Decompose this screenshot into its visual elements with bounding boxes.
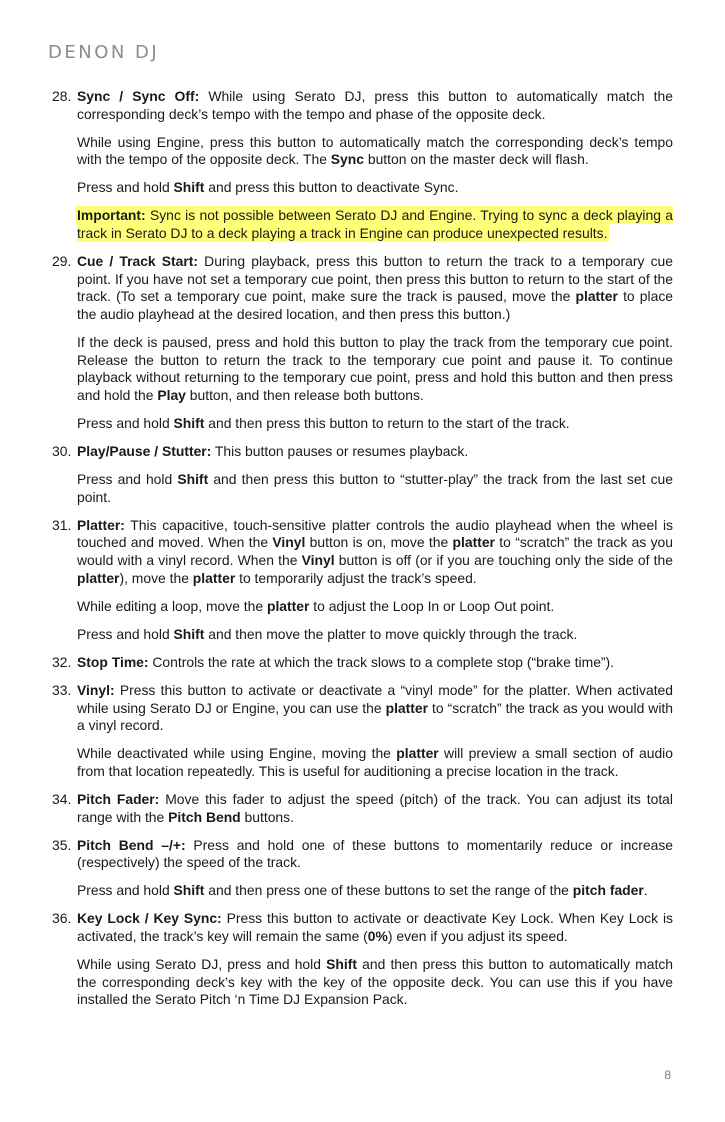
- page-number: 8: [664, 1068, 671, 1082]
- item-title: Platter:: [77, 516, 125, 533]
- paragraph: Pitch Fader: Move this fader to adjust the speed (pitch) of the track. You can adjust its total range with the Pitch Bend buttons.: [77, 790, 673, 825]
- list-item-pitch-fader: [52, 791, 673, 826]
- item-number: 35.: [52, 836, 72, 853]
- list-item-play-pause: [52, 443, 673, 506]
- paragraph: Platter: This capacitive, touch-sensitive platter controls the audio playhead when the wheel is touched and moved. When the Vinyl button is on, move the platter to “scratch” the track as you would with a vinyl record. When the Vinyl button is off (or if you are touching only the side of the platter), move the platter to temporarily adjust the track’s speed.: [77, 516, 673, 586]
- item-title: Key Lock / Key Sync:: [77, 910, 222, 927]
- item-title: Pitch Bend –/+:: [77, 836, 186, 853]
- paragraph: Press and hold Shift and then move the platter to move quickly through the track.: [77, 625, 578, 642]
- list-item-sync: [52, 88, 673, 243]
- list-item-pitch-bend: [52, 837, 673, 900]
- paragraph: Press and hold Shift and then press this button to return to the start of the track.: [77, 414, 570, 431]
- item-number: 33.: [52, 681, 72, 698]
- item-title: Play/Pause / Stutter:: [77, 443, 212, 459]
- highlighted-text: Important: Sync is not possible between Serato DJ and Engine. Trying to sync a deck playing a track in Serato DJ to a deck playing a track in Engine can produce unexpected results.: [77, 207, 673, 242]
- paragraph: While deactivated while using Engine, moving the platter will preview a small section of audio from that location repeatedly. This is useful for auditioning a precise location in the track.: [77, 745, 673, 779]
- paragraph: Press and hold Shift and then press one of these buttons to set the range of the pitch fader.: [77, 882, 648, 899]
- important-note: [77, 207, 673, 242]
- paragraph: While editing a loop, move the platter to adjust the Loop In or Loop Out point.: [77, 597, 555, 614]
- item-title: Stop Time:: [77, 653, 149, 670]
- paragraph: Pitch Bend –/+: Press and hold one of these buttons to momentarily reduce or increase (respectively) the speed of the track.: [77, 836, 673, 871]
- item-number: 36.: [52, 910, 72, 927]
- paragraph: While using Engine, press this button to automatically match the corresponding deck’s tempo with the tempo of the opposite deck. The Sync button on the master deck will flash.: [77, 133, 673, 168]
- denon-dj-logo: DENON DJ: [48, 42, 160, 63]
- list-item-cue-track-start: [52, 253, 673, 432]
- item-number: 28.: [52, 88, 72, 104]
- paragraph: Sync / Sync Off: While using Serato DJ, press this button to automatically match the corresponding deck’s tempo with the tempo and phase of the opposite deck.: [77, 88, 673, 122]
- paragraph: While using Serato DJ, press and hold Shift and then press this button to automatically match the corresponding deck’s key with the key of the opposite deck. You can use this if you have installed the Serato Pitch ‘n Time DJ Expansion Pack.: [77, 956, 674, 1008]
- paragraph: Vinyl: Press this button to activate or deactivate a “vinyl mode” for the platter. When activated while using Serato DJ or Engine, you can use the platter to “scratch” the track as you would with a vinyl record.: [77, 681, 673, 734]
- item-title: Pitch Fader:: [77, 790, 160, 807]
- item-title: Cue / Track Start:: [77, 253, 199, 270]
- paragraph: Play/Pause / Stutter: This button pauses or resumes playback.: [77, 443, 469, 459]
- item-number: 31.: [52, 516, 72, 533]
- paragraph: Stop Time: Controls the rate at which the track slows to a complete stop (“brake time”).: [77, 653, 615, 670]
- list-item-stop-time: [52, 654, 673, 672]
- item-number: 29.: [52, 253, 72, 270]
- paragraph: If the deck is paused, press and hold this button to play the track from the temporary cue point. Release the button to return the track to the temporary cue point and pause it. To continue playback without returning to the temporary cue point, press and hold this button and then press and hold the Play button, and then release both buttons.: [77, 334, 673, 403]
- list-item-vinyl: [52, 682, 673, 780]
- paragraph: Key Lock / Key Sync: Press this button to activate or deactivate Key Lock. When Key Lock is activated, the track’s key will remain the same (0%) even if you adjust its speed.: [77, 910, 673, 944]
- item-title: Vinyl:: [77, 681, 115, 698]
- list-item-key-lock: [52, 910, 673, 1008]
- paragraph: Press and hold Shift and then press this button to “stutter-play” the track from the last set cue point.: [77, 471, 673, 505]
- item-number: 32.: [52, 653, 72, 670]
- item-title: Sync / Sync Off:: [77, 88, 200, 104]
- item-number: 30.: [52, 443, 72, 459]
- page-content: [52, 88, 673, 1019]
- paragraph: Cue / Track Start: During playback, press this button to return the track to a temporary cue point. If you have not set a temporary cue point, then press this button to return to the start of the track. (To set a temporary cue point, make sure the track is paused, move the platter to place the audio playhead at the desired location, and then press this button.): [77, 253, 673, 322]
- paragraph: Press and hold Shift and press this button to deactivate Sync.: [77, 179, 459, 196]
- list-item-platter: [52, 517, 673, 644]
- item-number: 34.: [52, 790, 72, 807]
